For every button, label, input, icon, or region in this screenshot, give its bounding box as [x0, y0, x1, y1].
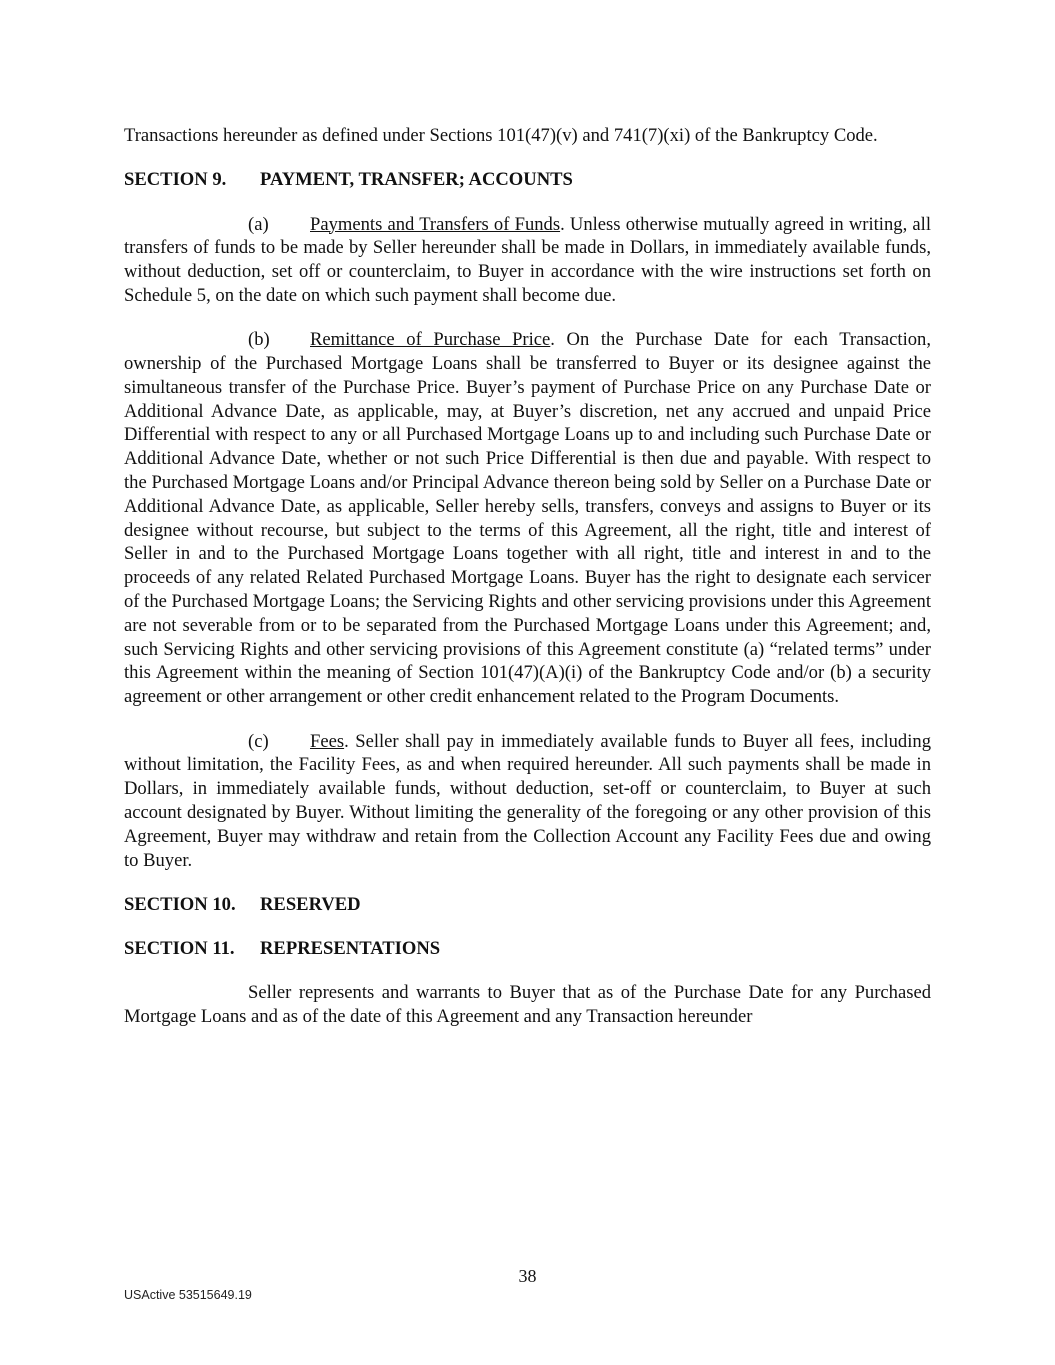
section-9-a-heading: Payments and Transfers of Funds	[310, 213, 561, 235]
section-11-number: SECTION 11.	[124, 938, 235, 960]
section-9-b-label: (b)	[248, 329, 270, 351]
section-10-heading	[124, 893, 931, 917]
section-11-heading	[124, 937, 931, 961]
section-9-c-text: . Seller shall pay in immediately available funds to Buyer all fees, including without limitation, the Facility Fees, as and when required hereunder. All such payments shall be made in Dollars, in immediately available funds, without deduction, set-off or counterclaim, to Buyer at such account designated by Buyer. Without limiting the generality of the foregoing or any other provision of this Agreement, Buyer may withdraw and retain from the Collection Account any Facility Fees due and owing to Buyer.	[124, 730, 931, 871]
section-9-title: PAYMENT, TRANSFER; ACCOUNTS	[260, 169, 573, 191]
section-9-a-text: . Unless otherwise mutually agreed in writing, all transfers of funds to be made by Seller hereunder shall be made in Dollars, in immediately available funds, without deduction, set off or counterclaim, to Buyer in accordance with the wire instructions set forth on Schedule 5, on the date on which such payment shall become due.	[124, 213, 931, 306]
section-9-c-heading: Fees	[310, 730, 345, 752]
section-9-b-heading: Remittance of Purchase Price	[310, 329, 551, 351]
section-9-b-paragraph	[124, 328, 931, 709]
section-9-heading	[124, 168, 931, 192]
section-11-paragraph: Seller represents and warrants to Buyer that as of the Purchase Date for any Purchased Mortgage Loans and as of the date of this Agreement and any Transaction hereunder	[124, 982, 931, 1028]
continuation-paragraph: Transactions hereunder as defined under Sections 101(47)(v) and 741(7)(xi) of the Bankruptcy Code.	[124, 125, 878, 146]
document-id: USActive 53515649.19	[124, 1288, 252, 1302]
section-10-number: SECTION 10.	[124, 893, 236, 915]
section-9-a-paragraph	[124, 213, 931, 308]
document-page	[124, 124, 931, 1029]
section-11-title: REPRESENTATIONS	[260, 938, 441, 960]
section-9-b-text: . On the Purchase Date for each Transaction, ownership of the Purchased Mortgage Loans shall be transferred to Buyer or its designee against the simultaneous transfer of the Purchase Price. Buyer’s payment of Purchase Price on any Purchase Date or Additional Advance Date, as applicable, may, at Buyer’s discretion, net any accrued and unpaid Price Differential with respect to any or all Purchased Mortgage Loans up to and including such Purchase Date or Additional Advance Date, whether or not such Price Differential is then due and payable. With respect to the Purchased Mortgage Loans and/or Principal Advance thereon being sold by Seller on a Purchase Date or Additional Advance Date, as applicable, Seller hereby sells, transfers, conveys and assigns to Buyer or its designee without recourse, but subject to the terms of this Agreement, all the right, title and interest of Seller in and to the Purchased Mortgage Loans together with all right, title and interest in and to the proceeds of any related Related Purchased Mortgage Loans. Buyer has the right to designate each servicer of the Purchased Mortgage Loans; the Servicing Rights and other servicing provisions under this Agreement are not severable from or to be separated from the Purchased Mortgage Loans under this Agreement; and, such Servicing Rights and other servicing provisions of this Agreement constitute (a) “related terms” under this Agreement within the meaning of Section 101(47)(A)(i) of the Bankruptcy Code and/or (b) a security agreement or other arrangement or other credit enhancement related to the Program Documents.	[124, 329, 931, 708]
section-10-title: RESERVED	[260, 893, 361, 915]
section-9-a-label: (a)	[248, 213, 269, 235]
section-9-c-label: (c)	[248, 730, 269, 752]
section-9-number: SECTION 9.	[124, 169, 227, 191]
section-9-c-paragraph	[124, 730, 931, 873]
page-number: 38	[518, 1266, 537, 1286]
